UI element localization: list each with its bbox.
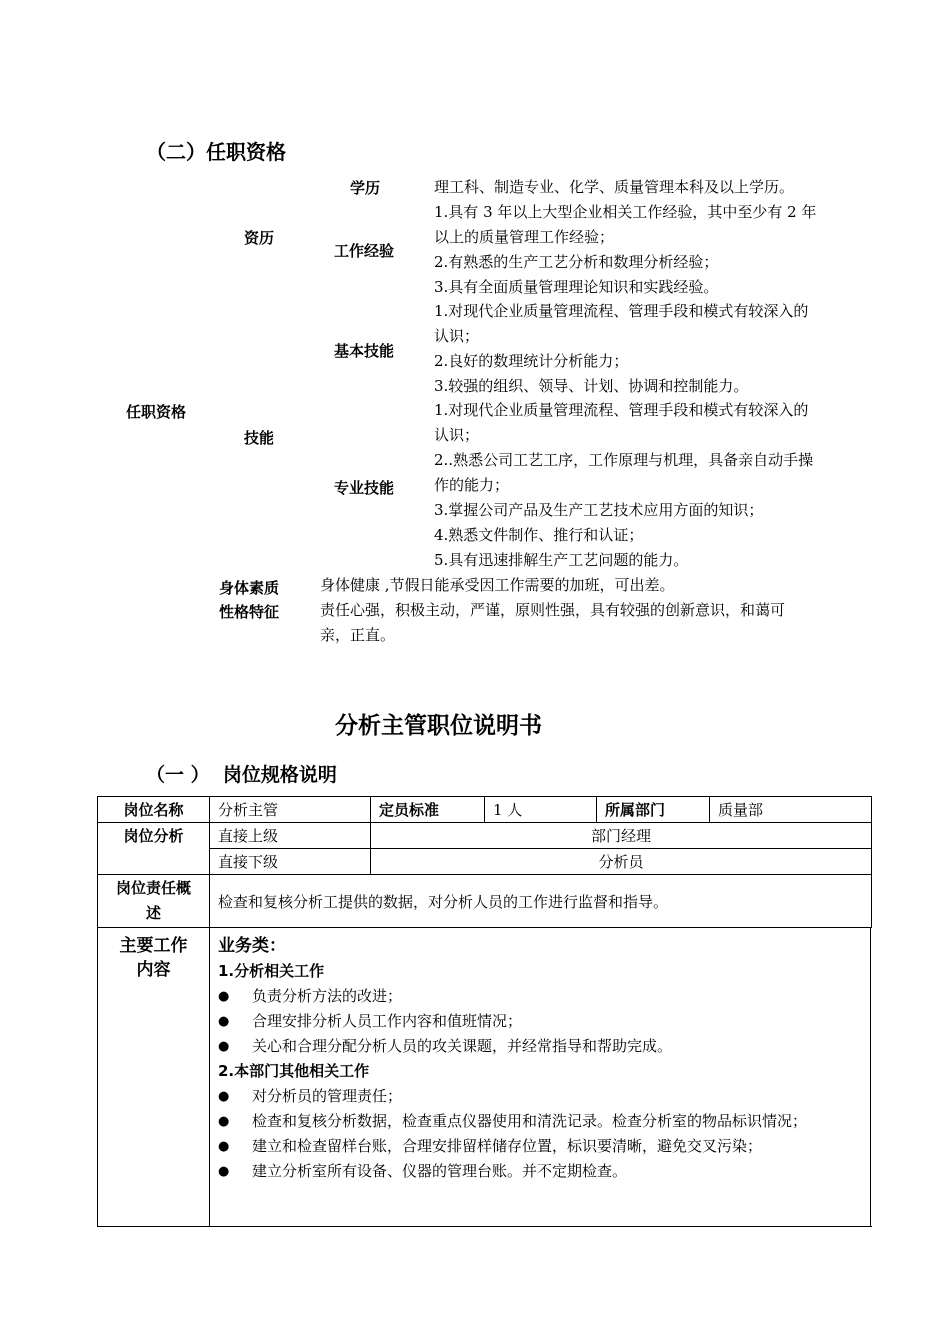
duty-summary-text: 检查和复核分析工提供的数据，对分析人员的工作进行监督和指导。	[210, 875, 872, 928]
qualification-heading: （二）任职资格	[146, 140, 286, 164]
quota-value: 1 人	[485, 797, 597, 823]
section-heading-spec: （一 ） 岗位规格说明	[146, 764, 337, 786]
quota-label: 定员标准	[371, 797, 485, 823]
table-row	[98, 875, 872, 928]
bullet-icon: ●	[218, 1114, 230, 1129]
work-category: 业务类：	[218, 936, 286, 956]
row-text-professional-skills: 1.对现代企业质量管理流程、管理手段和模式有较深入的 认识； 2..熟悉公司工艺工序，工作原理与机理，具备亲自动手操 作的能力； 3.掌握公司产品及生产工艺技术应用方面的知识； 4.熟悉文件制作、推行和认证； 5.具有迅速排解生产工艺问题的能力。	[434, 401, 814, 569]
bullet-icon: ●	[218, 1014, 230, 1029]
row-label-basic-skills: 基本技能	[334, 342, 395, 360]
row-text-basic-skills: 1.对现代企业质量管理流程、管理手段和模式有较深入的 认识； 2.良好的数理统计分析能力； 3.较强的组织、领导、计划、协调和控制能力。	[434, 302, 809, 395]
department-label: 所属部门	[597, 797, 710, 823]
subordinate-label: 直接下级	[210, 849, 371, 875]
list-item: ● 对分析员的管理责任；	[218, 1084, 864, 1109]
main-work-label: 主要工作 内容	[98, 928, 210, 1227]
subordinate-value: 分析员	[371, 849, 872, 875]
table-right-border	[870, 928, 871, 1226]
list-item: ● 建立和检查留样台账，合理安排留样储存位置，标识要清晰，避免交叉污染；	[218, 1134, 864, 1159]
department-value: 质量部	[710, 797, 872, 823]
personality-text: 责任心强，积极主动，严谨，原则性强，具有较强的创新意识，和蔼可 亲，正直。	[320, 601, 786, 644]
work-section-title: 1.分析相关工作	[218, 962, 325, 980]
row-text-work-experience: 1.具有 3 年以上大型企业相关工作经验，其中至少有 2 年 以上的质量管理工作经验； 2.有熟悉的生产工艺分析和数理分析经验； 3.具有全面质量管理理论知识和实践经验。	[434, 203, 817, 296]
row-text-education: 理工科、制造专业、化学、质量管理本科及以上学历。	[434, 178, 795, 196]
job-name-label: 岗位名称	[98, 797, 210, 823]
bullet-icon: ●	[218, 1089, 230, 1104]
superior-label: 直接上级	[210, 823, 371, 849]
table-row	[98, 928, 872, 1227]
list-item: ● 负责分析方法的改进；	[218, 984, 864, 1009]
job-spec-table	[97, 796, 872, 1227]
bullet-icon: ●	[218, 1139, 230, 1154]
superior-value: 部门经理	[371, 823, 872, 849]
physical-label: 身体素质	[219, 579, 280, 597]
document-title: 分析主管职位说明书	[335, 713, 542, 739]
table-row	[98, 797, 872, 823]
physical-text: 身体健康 ,节假日能承受因工作需要的加班，可出差。	[320, 576, 675, 594]
personality-label: 性格特征	[219, 603, 280, 621]
qualification-main-label: 任职资格	[126, 403, 187, 421]
work-section-title: 2.本部门其他相关工作	[218, 1062, 370, 1080]
bullet-icon: ●	[218, 1039, 230, 1054]
list-item: ● 检查和复核分析数据，检查重点仪器使用和清洗记录。检查分析室的物品标识情况；	[218, 1109, 864, 1134]
row-label-work-experience: 工作经验	[334, 242, 395, 260]
row-label-education: 学历	[350, 179, 381, 197]
table-row	[98, 849, 872, 875]
group-label-skills: 技能	[244, 429, 275, 447]
table-row	[98, 823, 872, 849]
bullet-icon: ●	[218, 1164, 230, 1179]
list-item: ● 合理安排分析人员工作内容和值班情况；	[218, 1009, 864, 1034]
group-label-qualification-history: 资历	[244, 229, 275, 247]
row-label-professional-skills: 专业技能	[334, 479, 395, 497]
main-work-content	[210, 928, 872, 1227]
job-analysis-label: 岗位分析	[98, 823, 210, 875]
bullet-icon: ●	[218, 989, 230, 1004]
list-item: ● 关心和合理分配分析人员的攻关课题，并经常指导和帮助完成。	[218, 1034, 864, 1059]
job-name-value: 分析主管	[210, 797, 371, 823]
duty-summary-label: 岗位责任概 述	[98, 875, 210, 928]
list-item: ● 建立分析室所有设备、仪器的管理台账。并不定期检查。	[218, 1159, 864, 1184]
